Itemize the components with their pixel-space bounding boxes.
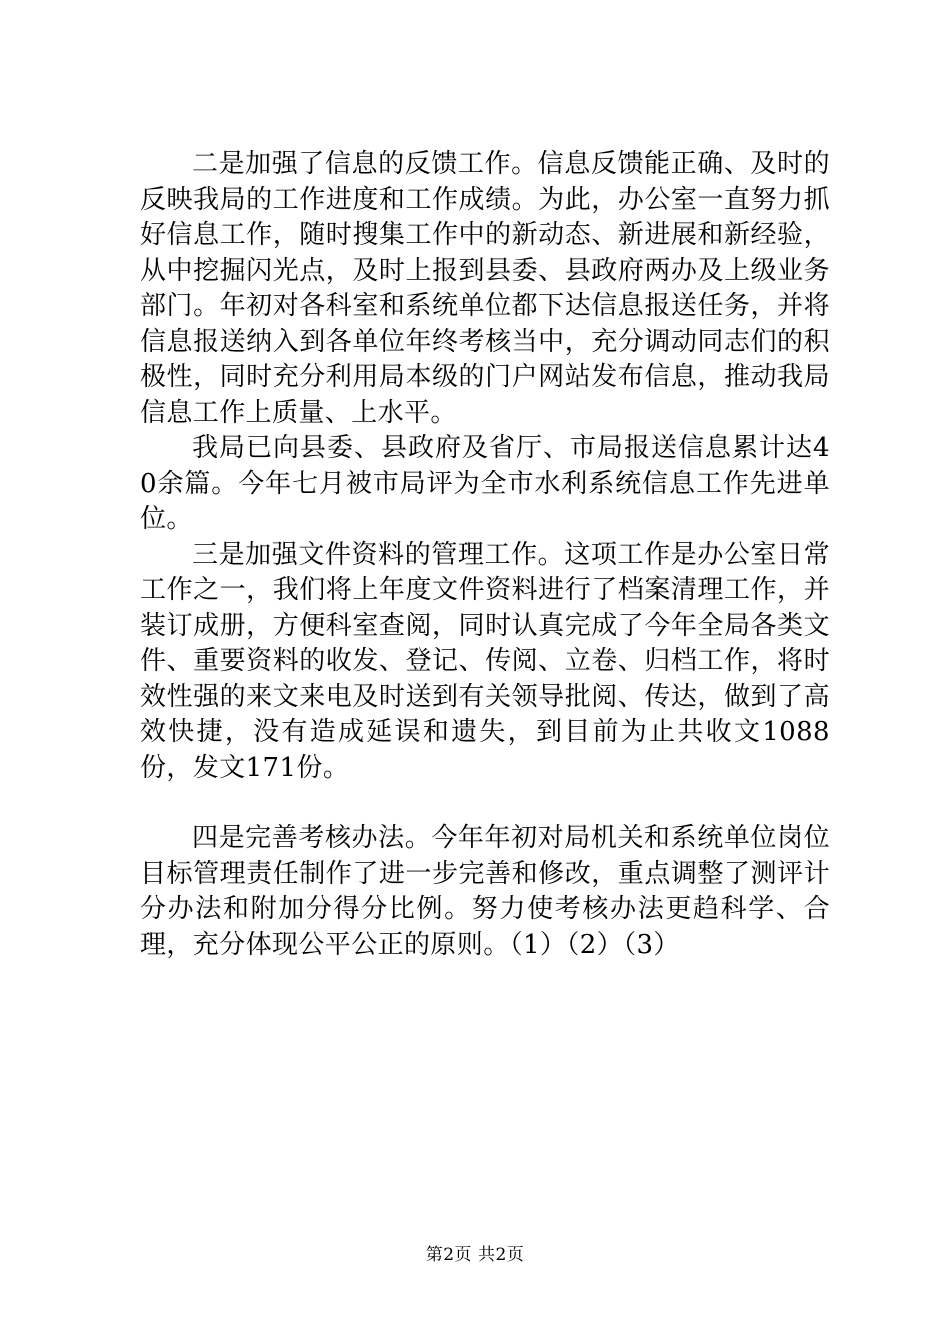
page-footer: 第2页 共2页 bbox=[425, 1245, 525, 1265]
document-body bbox=[140, 147, 830, 963]
paragraph-information-feedback: 二是加强了信息的反馈工作。信息反馈能正确、及时的反映我局的工作进度和工作成绩。为此，办公室一直努力抓好信息工作，随时搜集工作中的新动态、新进展和新经验，从中挖掘闪光点，及时上报到县委、县政府两办及上级业务部门。年初对各科室和系统单位都下达信息报送任务，并将信息报送纳入到各单位年终考核当中，充分调动同志们的积极性，同时充分利用局本级的门户网站发布信息，推动我局信息工作上质量、上水平。 bbox=[140, 149, 830, 428]
paragraph-document-management: 三是加强文件资料的管理工作。这项工作是办公室日常工作之一，我们将上年度文件资料进行了档案清理工作，并装订成册，方便科室查阅，同时认真完成了今年全局各类文件、重要资料的收发、登记、传阅、立卷、归档工作，将时效性强的来文来电及时送到有关领导批阅、传达，做到了高效快捷，没有造成延误和遗失，到目前为止共收文1088份，发文171份。 bbox=[140, 539, 830, 783]
paragraph-assessment-method: 四是完善考核办法。今年年初对局机关和系统单位岗位目标管理责任制作了进一步完善和修改，重点调整了测评计分办法和附加分得分比例。努力使考核办法更趋科学、合理，充分体现公平公正的原则。（1）（2）（3） bbox=[140, 823, 830, 960]
paragraph-information-count: 我局已向县委、县政府及省厅、市局报送信息累计达40余篇。今年七月被市局评为全市水利系统信息工作先进单位。 bbox=[140, 433, 830, 534]
